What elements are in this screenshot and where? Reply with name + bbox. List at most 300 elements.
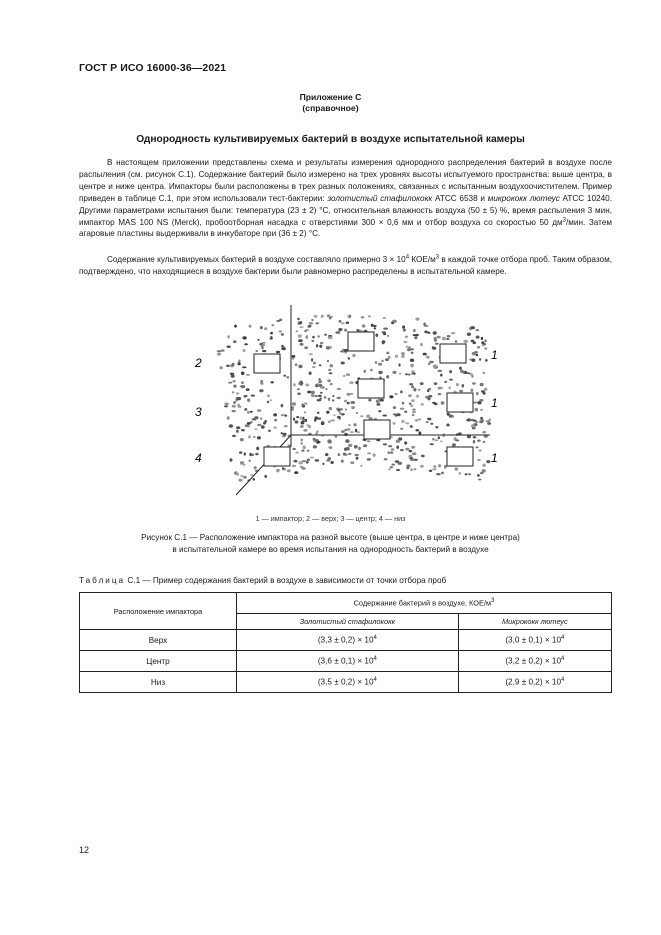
bacteria-dot	[228, 382, 232, 384]
bacteria-dot	[292, 355, 296, 358]
bacteria-dot	[345, 439, 349, 443]
bacteria-dot	[487, 422, 491, 425]
bacteria-dot	[419, 431, 422, 434]
bacteria-dot	[477, 401, 481, 404]
bacteria-dot	[412, 414, 415, 416]
annex-title: Приложение С	[299, 92, 362, 102]
bacteria-dot	[224, 403, 229, 406]
bacteria-dot	[479, 358, 481, 361]
bacteria-dot	[367, 452, 371, 454]
bacteria-dot	[309, 353, 313, 355]
bacteria-dot	[254, 466, 257, 469]
bacteria-dot	[476, 329, 480, 331]
bacteria-dot	[404, 411, 407, 413]
bacteria-dot	[306, 461, 309, 464]
bacteria-dot	[293, 460, 297, 463]
cell-staph	[237, 630, 459, 651]
table-caption-prefix: Таблица	[79, 576, 126, 585]
bacteria-dot	[316, 344, 318, 347]
bacteria-dot	[418, 389, 421, 391]
table-row	[80, 630, 612, 651]
bacteria-dot	[361, 316, 365, 318]
paragraph-2	[79, 254, 612, 278]
bacteria-dot	[410, 364, 414, 368]
bacteria-dot	[326, 459, 330, 462]
bacteria-dot	[316, 441, 320, 444]
bacteria-dot	[257, 339, 259, 341]
section-title: Однородность культивируемых бактерий в воздухе испытательной камеры	[136, 134, 525, 145]
bacteria-dot	[435, 343, 439, 345]
bacteria-dot	[438, 464, 441, 467]
bacteria-dot	[349, 381, 353, 384]
bacteria-dot	[298, 339, 303, 342]
bacteria-dot	[327, 360, 329, 362]
bacteria-dot	[246, 374, 250, 376]
bacteria-name-staph: золотистый стафилококк	[327, 193, 433, 203]
bacteria-dot	[470, 419, 474, 421]
bacteria-dot	[435, 439, 438, 441]
bacteria-dot	[301, 404, 304, 407]
bacteria-dot	[314, 315, 318, 318]
bacteria-dot	[442, 337, 446, 340]
bacteria-dot	[459, 390, 463, 392]
bacteria-dot	[477, 440, 481, 442]
bacteria-dot	[484, 340, 486, 343]
impactor-box-bottom-center	[364, 420, 390, 439]
bacteria-dot	[433, 365, 438, 368]
bacteria-dot	[469, 373, 472, 376]
bacteria-dot	[400, 390, 403, 393]
bacteria-dot	[368, 315, 371, 317]
bacteria-dot	[459, 472, 462, 475]
bacteria-dot	[448, 386, 451, 389]
bacteria-dot	[270, 381, 274, 383]
bacteria-dot	[253, 478, 255, 481]
cell-micro	[458, 630, 611, 651]
bacteria-dot	[405, 448, 409, 451]
bacteria-dot	[347, 315, 350, 317]
bacteria-dot	[321, 422, 325, 425]
bacteria-dot	[467, 435, 471, 438]
bacteria-dot	[415, 419, 419, 421]
bacteria-dot	[236, 473, 239, 476]
bacteria-dot	[405, 422, 409, 424]
bacteria-dot	[341, 322, 345, 324]
bacteria-dot	[438, 393, 442, 395]
bacteria-dot	[332, 395, 334, 398]
bacteria-dot	[360, 465, 362, 467]
cell-position: Центр	[80, 651, 237, 672]
bacteria-dot	[474, 408, 478, 412]
bacteria-dot	[295, 363, 298, 366]
bacteria-dot	[455, 467, 459, 470]
bacteria-dot	[276, 469, 280, 472]
table-row	[80, 651, 612, 672]
bacteria-dot	[463, 340, 468, 344]
bacteria-dot	[379, 376, 381, 378]
bacteria-dot	[226, 365, 230, 367]
bacteria-dot	[399, 373, 402, 375]
bacteria-dot	[327, 439, 331, 442]
bacteria-dot	[447, 335, 451, 337]
paragraph-2-sup-1: 4	[405, 254, 410, 261]
bacteria-dot	[477, 474, 480, 477]
bacteria-dot	[468, 473, 471, 475]
bacteria-dot	[462, 371, 465, 373]
cell-staph-exp: 4	[373, 677, 377, 684]
bacteria-dot	[330, 461, 333, 464]
figure-legend: 1 — импактор; 2 — верх; 3 — центр; 4 — низ	[255, 514, 406, 523]
bacteria-dot	[352, 354, 355, 357]
bacteria-dot	[341, 362, 345, 365]
bacteria-dot	[219, 366, 223, 369]
bacteria-dot	[305, 384, 309, 387]
bacteria-dot	[446, 338, 449, 340]
bacteria-dot	[243, 476, 247, 479]
bacteria-dot	[389, 395, 393, 398]
bacteria-dot	[270, 399, 273, 401]
bacteria-dot	[282, 467, 284, 470]
bacteria-dot	[330, 364, 334, 367]
bacteria-dot	[370, 369, 373, 372]
bacteria-dot	[239, 451, 242, 453]
paragraph-2-sup-2: 3	[435, 254, 440, 261]
paragraph-1-text-c: АТСС 10240. Другими параметрами испытания были: температура (23 ± 2) °С, относительная влажность воздуха (50 ± 5) %, время распыления 3 мин, импактор MAS 100 NS (Merck), пробоотборная насадка с отверстиями 300 × 0,6 мм и отбор воздуха со скоростью 50 дм	[79, 193, 612, 227]
bacteria-dot	[480, 409, 483, 411]
bacteria-dot	[375, 334, 378, 337]
bacteria-dot	[293, 418, 295, 421]
bacteria-dot	[405, 336, 408, 338]
bacteria-dot	[344, 349, 348, 352]
bacteria-dot	[233, 340, 236, 343]
bacteria-dot	[296, 416, 299, 418]
paragraph-1-text-b: АТСС 6538 и	[432, 193, 488, 203]
table-row	[80, 672, 612, 693]
bacteria-dot	[338, 453, 341, 456]
bacteria-dot	[477, 346, 480, 348]
cell-staph-exp: 4	[373, 635, 377, 642]
bacteria-dot	[296, 330, 299, 332]
bacteria-dot	[318, 380, 322, 383]
bacteria-dot	[317, 417, 321, 419]
bacteria-dot	[242, 366, 246, 368]
bacteria-dot	[384, 458, 388, 460]
bacteria-dot	[244, 452, 246, 455]
bacteria-dot	[259, 389, 263, 392]
bacteria-dot	[313, 362, 316, 365]
bacteria-dot	[312, 336, 314, 339]
bacteria-dot	[300, 343, 304, 346]
bacteria-dot	[372, 325, 376, 327]
bacteria-dot	[404, 341, 408, 343]
cell-position: Низ	[80, 672, 237, 693]
bacteria-dot	[229, 424, 234, 428]
bacteria-dot	[306, 335, 308, 338]
bacteria-dot	[232, 405, 236, 408]
bacteria-dot	[438, 387, 442, 390]
bacteria-dot	[413, 388, 416, 391]
bacteria-dot	[249, 325, 252, 328]
bacteria-dot	[301, 439, 303, 441]
bacteria-dot	[338, 328, 342, 331]
bacteria-dot	[292, 465, 296, 468]
bacteria-dot	[344, 448, 347, 451]
bacteria-dot	[231, 375, 235, 378]
bacteria-dot	[388, 445, 392, 447]
bacteria-dot	[446, 424, 449, 427]
bacteria-dot	[364, 370, 366, 373]
bacteria-dot	[351, 406, 355, 409]
cell-micro-value: (3,2 ± 0,2) × 10	[505, 656, 562, 666]
bacteria-dot	[271, 324, 274, 326]
bacteria-dot	[274, 419, 277, 422]
bacteria-dot	[238, 406, 242, 408]
cell-position: Верх	[80, 630, 237, 651]
bacteria-dot	[217, 353, 221, 356]
bacteria-dot	[396, 446, 399, 449]
bacteria-dot	[481, 337, 483, 340]
header-content-text: Содержание бактерий в воздухе, КОЕ/м	[353, 598, 492, 608]
bacteria-dot	[355, 454, 359, 456]
bacteria-dot	[391, 448, 395, 450]
figure-caption-line-1: Рисунок С.1 — Расположение импактора на разной высоте (выше центра, в центре и ниже центра)	[141, 533, 520, 542]
bacteria-dot	[347, 402, 350, 405]
bacteria-dot	[471, 359, 475, 362]
bacteria-dot	[312, 366, 315, 368]
bacteria-dot	[243, 349, 246, 352]
bacteria-dot	[241, 429, 245, 431]
bacteria-dot	[335, 435, 338, 438]
bacteria-dot	[316, 430, 318, 432]
bacteria-dot	[378, 371, 382, 374]
paragraph-2-text-a: Содержание культивируемых бактерий в воздухе составляло примерно 3 × 10	[107, 255, 406, 264]
bacteria-dot	[335, 331, 339, 334]
bacteria-dot	[414, 336, 417, 339]
bacteria-dot	[415, 429, 419, 431]
bacteria-dot	[329, 346, 332, 349]
bacteria-dot	[356, 457, 359, 460]
bacteria-dot	[299, 326, 303, 328]
bacteria-dot	[420, 382, 424, 385]
bacteria-dot	[449, 370, 452, 373]
bacteria-dot	[481, 341, 484, 344]
bacteria-dot	[362, 324, 365, 327]
bacteria-dot	[433, 331, 437, 334]
bacteria-dot	[238, 360, 240, 363]
bacteria-dot	[249, 453, 251, 456]
bacteria-dot	[437, 336, 441, 339]
bacteria-dot	[232, 363, 235, 366]
bacteria-dot	[415, 334, 419, 337]
impactor-box-bottom-right	[447, 447, 473, 466]
bacteria-dot	[304, 402, 307, 405]
bacteria-dot	[407, 348, 411, 351]
bacteria-dot	[434, 337, 437, 339]
bacteria-dot	[343, 375, 346, 377]
bacteria-dot	[301, 421, 305, 425]
bacteria-dot	[260, 380, 263, 384]
bacteria-dot	[482, 470, 486, 473]
bacteria-dot	[256, 350, 258, 352]
bacteria-dot	[413, 329, 415, 332]
bacteria-dot	[400, 449, 404, 451]
bacteria-dot	[398, 363, 400, 366]
bacteria-dot	[412, 411, 416, 414]
bacteria-dot	[427, 397, 430, 400]
bacteria-dot	[367, 414, 369, 417]
cell-micro-value: (2,9 ± 0,2) × 10	[505, 677, 562, 687]
bacteria-dot	[345, 408, 347, 410]
bacteria-dot	[325, 388, 327, 390]
bacteria-dot	[330, 383, 333, 385]
bacteria-dot	[476, 392, 479, 395]
bacteria-dot	[484, 347, 487, 350]
bacteria-dot	[476, 446, 479, 448]
bacteria-dot	[401, 355, 405, 358]
bacteria-dot	[295, 452, 298, 454]
bacteria-dot	[317, 335, 320, 337]
paragraph-1-sup: 3	[562, 216, 566, 223]
bacteria-dot	[486, 420, 491, 422]
bacteria-dot	[354, 445, 358, 449]
bacteria-dot	[293, 383, 295, 386]
bacteria-table	[79, 592, 612, 693]
bacteria-dot	[429, 361, 434, 363]
page-number: 12	[79, 845, 90, 855]
bacteria-dot	[309, 322, 313, 325]
bacteria-dot	[392, 371, 396, 374]
level-label-top: 2	[195, 356, 202, 370]
bacteria-dot	[268, 430, 271, 433]
bacteria-dot	[339, 320, 342, 323]
bacteria-dot	[427, 418, 431, 421]
bacteria-dot	[346, 393, 350, 396]
bacteria-dot	[292, 402, 296, 405]
bacteria-dot	[415, 318, 419, 321]
bacteria-dot	[320, 342, 323, 345]
bacteria-dot	[395, 414, 398, 417]
bacteria-dot	[393, 422, 396, 425]
bacteria-dot	[386, 375, 389, 378]
bacteria-dot	[319, 345, 322, 348]
bacteria-dot	[297, 318, 300, 321]
bacteria-dot	[236, 392, 239, 394]
bacteria-name-micro: микрококк лютеус	[487, 193, 560, 203]
bacteria-dot	[423, 353, 427, 356]
bacteria-dot	[386, 352, 389, 355]
bacteria-dot	[462, 384, 465, 388]
bacteria-dot	[247, 425, 250, 427]
bacteria-dot	[302, 460, 306, 462]
bacteria-dot	[247, 422, 251, 425]
table-caption	[79, 576, 446, 585]
annex-subtitle: (справочное)	[302, 103, 359, 113]
bacteria-dot	[350, 461, 354, 464]
level-label-bottom: 4	[195, 451, 202, 465]
bacteria-dot	[248, 435, 251, 438]
bacteria-dot	[363, 444, 367, 447]
bacteria-dot	[233, 401, 236, 404]
bacteria-dot	[256, 447, 259, 450]
bacteria-dot	[331, 316, 333, 318]
bacteria-dot	[441, 472, 444, 475]
bacteria-dot	[297, 388, 300, 390]
cell-micro	[458, 651, 611, 672]
bacteria-dot	[391, 464, 395, 466]
bacteria-dot	[388, 451, 390, 454]
bacteria-dot	[423, 323, 426, 326]
bacteria-dot	[409, 403, 412, 405]
bacteria-dot	[396, 469, 400, 471]
bacteria-dot	[424, 331, 428, 334]
bacteria-dot	[316, 383, 319, 386]
bacteria-dot	[449, 379, 453, 381]
bacteria-dot	[426, 356, 430, 359]
bacteria-dot	[329, 407, 332, 410]
bacteria-dot	[311, 358, 313, 362]
bacteria-dot	[479, 420, 483, 423]
bacteria-dot	[475, 421, 478, 424]
bacteria-dot	[241, 381, 244, 384]
bacteria-dot	[283, 433, 287, 436]
bacteria-dot	[284, 425, 288, 427]
bacteria-dot	[320, 392, 323, 394]
bacteria-dot	[410, 359, 414, 362]
bacteria-dot	[273, 426, 276, 428]
bacteria-dot	[483, 441, 486, 443]
bacteria-dot	[382, 340, 386, 343]
bacteria-dot	[378, 410, 381, 412]
bacteria-dot	[458, 432, 462, 434]
impactor-label-center: 1	[491, 396, 498, 410]
bacteria-dot	[452, 415, 454, 418]
bacteria-dot	[390, 466, 393, 468]
bacteria-dot	[376, 403, 380, 406]
bacteria-dot	[286, 376, 289, 378]
bacteria-dot	[351, 401, 356, 404]
bacteria-dot	[232, 380, 235, 382]
bacteria-dot	[343, 454, 348, 456]
bacteria-dot	[409, 457, 413, 459]
bacteria-dot	[447, 413, 450, 416]
impactor-box-top-left	[254, 354, 280, 373]
bacteria-dot	[409, 450, 413, 452]
bacteria-dot	[473, 436, 477, 438]
bacteria-dot	[317, 412, 319, 414]
table-caption-text: С.1 — Пример содержания бактерий в воздухе в зависимости от точки отбора проб	[125, 576, 447, 585]
bacteria-dot	[383, 328, 388, 330]
bacteria-dot	[471, 424, 476, 427]
bacteria-dot	[344, 400, 347, 403]
bacteria-dot	[308, 325, 311, 328]
bacteria-dot	[232, 410, 236, 412]
bacteria-dot	[421, 403, 424, 406]
cell-micro-value: (3,0 ± 0,1) × 10	[505, 635, 562, 645]
bacteria-dot	[314, 395, 318, 397]
bacteria-dot	[316, 322, 319, 324]
bacteria-dot	[224, 405, 228, 407]
bacteria-dot	[238, 479, 242, 482]
impactor-box-top-right	[440, 344, 466, 363]
bacteria-dot	[281, 333, 284, 336]
bacteria-dot	[388, 356, 391, 359]
bacteria-dot	[346, 321, 350, 324]
bacteria-dot	[408, 374, 411, 376]
bacteria-dot	[483, 392, 486, 395]
bacteria-dot	[404, 441, 407, 444]
bacteria-dot	[298, 461, 302, 464]
cell-staph-exp: 4	[373, 656, 377, 663]
